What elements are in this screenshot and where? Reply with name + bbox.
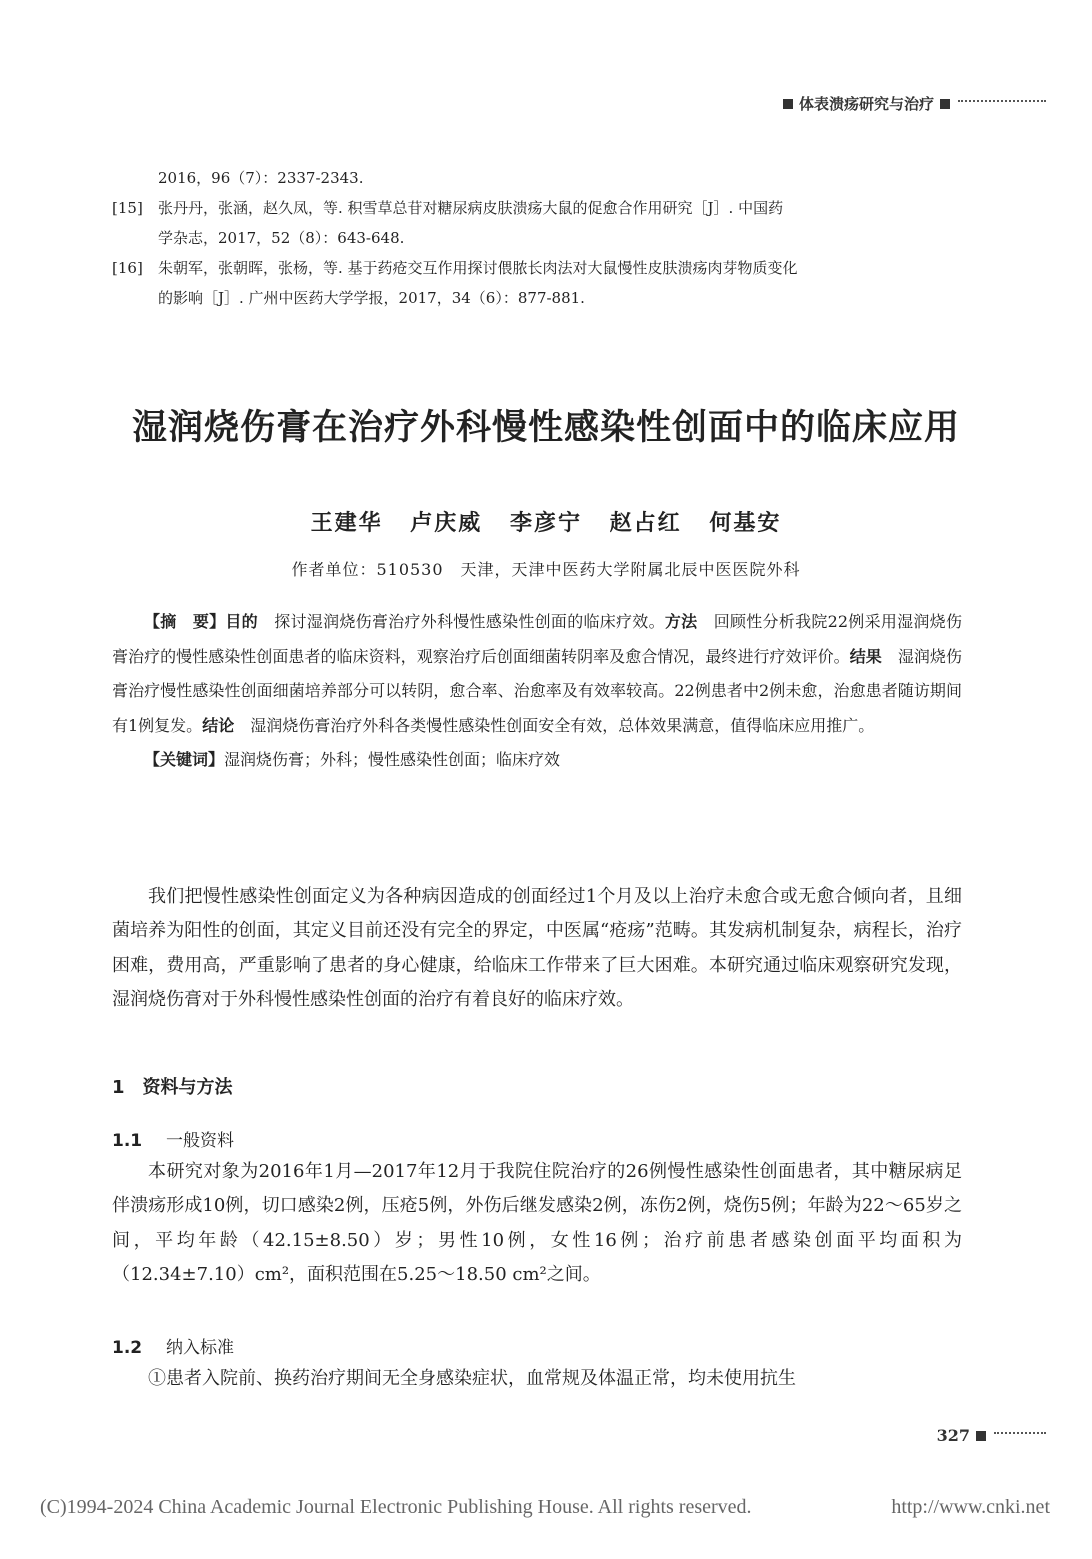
abstract-paragraph [112,605,962,743]
method-text: 回顾性分析我院22例采用湿润烧伤膏治疗的慢性感染性创面患者的临床资料，观察治疗后创面细菌转阴率及愈合情况，最终进行疗效评价。 [112,612,962,666]
square-bullet-icon [976,1431,986,1441]
square-bullet-icon [940,99,950,109]
abstract-label: 【摘 要】 [144,612,226,631]
copyright-footer [40,1496,1050,1519]
result-label: 结果 [849,646,882,666]
footer-url[interactable]: http://www.cnki.net [891,1496,1050,1518]
body-paragraph: 我们把慢性感染性创面定义为各种病因造成的创面经过1个月及以上治疗未愈合或无愈合倾向者，且细菌培养为阳性的创面，其定义目前还没有完全的界定，中医属“疮疡”范畴。其发病机制复杂，病程长，治疗困难，费用高，严重影响了患者的身心健康，给临床工作带来了巨大困难。本研究通过临床观察研究发现，湿润烧伤膏对于外科慢性感染性创面的治疗有着良好的临床疗效。 [112,886,962,1010]
subsection-title: 纳入标准 [166,1338,234,1358]
author-name: 王建华 [310,510,383,536]
page-number-value: 327 [936,1426,970,1445]
inclusion-criteria-section [112,1362,962,1396]
objective-label: 目的 [225,612,258,631]
reference-number: [15] [112,199,143,217]
author-affiliation: 作者单位：510530 天津，天津中医药大学附属北辰中医医院外科 [291,560,801,579]
running-header-title: 体表溃疡研究与治疗 [798,95,934,113]
reference-text-continued: 的影响［J］. 广州中医药大学学报，2017，34（6）：877-881. [158,289,585,307]
copyright-text: (C)1994-2024 China Academic Journal Electronic Publishing House. All rights reserved. [40,1496,752,1518]
dotted-rule [994,1432,1046,1434]
article-title: 湿润烧伤膏在治疗外科慢性感染性创面中的临床应用 [131,407,960,448]
conclusion-label: 结论 [202,715,235,735]
reference-item [112,193,962,223]
section-heading: 1 资料与方法 [112,1077,233,1098]
reference-text-continued: 学杂志，2017，52（8）：643-648. [158,229,405,247]
subsection-number: 1.1 [112,1131,143,1151]
author-list [0,506,1092,537]
author-name: 李彦宁 [509,510,582,536]
body-paragraph: 本研究对象为2016年1月—2017年12月于我院住院治疗的26例慢性感染性创面患者，其中糖尿病足伴溃疡形成10例，切口感染2例，压疮5例，外伤后继发感染2例，冻伤2例，烧伤5例；年龄为22～65岁之间，平均年龄（42.15±8.50）岁；男性10例，女性16例；治疗前患者感染创面平均面积为（12.34±7.10）cm²，面积范围在5.25～18.50 cm²之间。 [112,1161,962,1285]
reference-number: [16] [112,259,143,277]
subsection-title: 一般资料 [166,1131,234,1151]
keywords-label: 【关键词】 [144,750,225,769]
introduction [112,880,962,1017]
body-paragraph: ①患者入院前、换药治疗期间无全身感染症状，血常规及体温正常，均未使用抗生 [148,1368,796,1389]
objective-text: 探讨湿润烧伤膏治疗外科慢性感染性创面的临床疗效。 [274,612,665,631]
square-bullet-icon [783,99,793,109]
page-number [937,1426,1046,1445]
author-name: 何基安 [709,510,782,536]
dotted-rule [958,100,1046,102]
reference-continuation: 2016，96（7）：2337-2343. [158,169,364,187]
reference-item [112,253,962,283]
reference-text: 朱朝军，张朝晖，张杨，等. 基于药疮交互作用探讨偎脓长肉法对大鼠慢性皮肤溃疡肉芽物质变化 [158,259,798,277]
running-header [777,93,1046,114]
reference-text: 张丹丹，张涵，赵久凤，等. 积雪草总苷对糖尿病皮肤溃疡大鼠的促愈合作用研究［J］. 中国药 [158,199,784,217]
subsection-heading [112,1333,234,1358]
subsection-heading [112,1126,234,1151]
abstract [112,605,962,778]
general-data-section [112,1155,962,1292]
keywords-text: 湿润烧伤膏；外科；慢性感染性创面；临床疗效 [224,750,561,769]
author-name: 卢庆威 [410,510,483,536]
subsection-number: 1.2 [112,1338,143,1358]
method-label: 方法 [664,612,698,631]
result-text: 湿润烧伤膏治疗慢性感染性创面细菌培养部分可以转阴，愈合率、治愈率及有效率较高。22例患者中2例未愈，治愈患者随访期间有1例复发。 [112,646,962,735]
keywords [112,743,962,778]
conclusion-text: 湿润烧伤膏治疗外科各类慢性感染性创面安全有效，总体效果满意，值得临床应用推广。 [250,715,875,735]
author-name: 赵占红 [609,510,682,536]
reference-list [112,163,962,313]
